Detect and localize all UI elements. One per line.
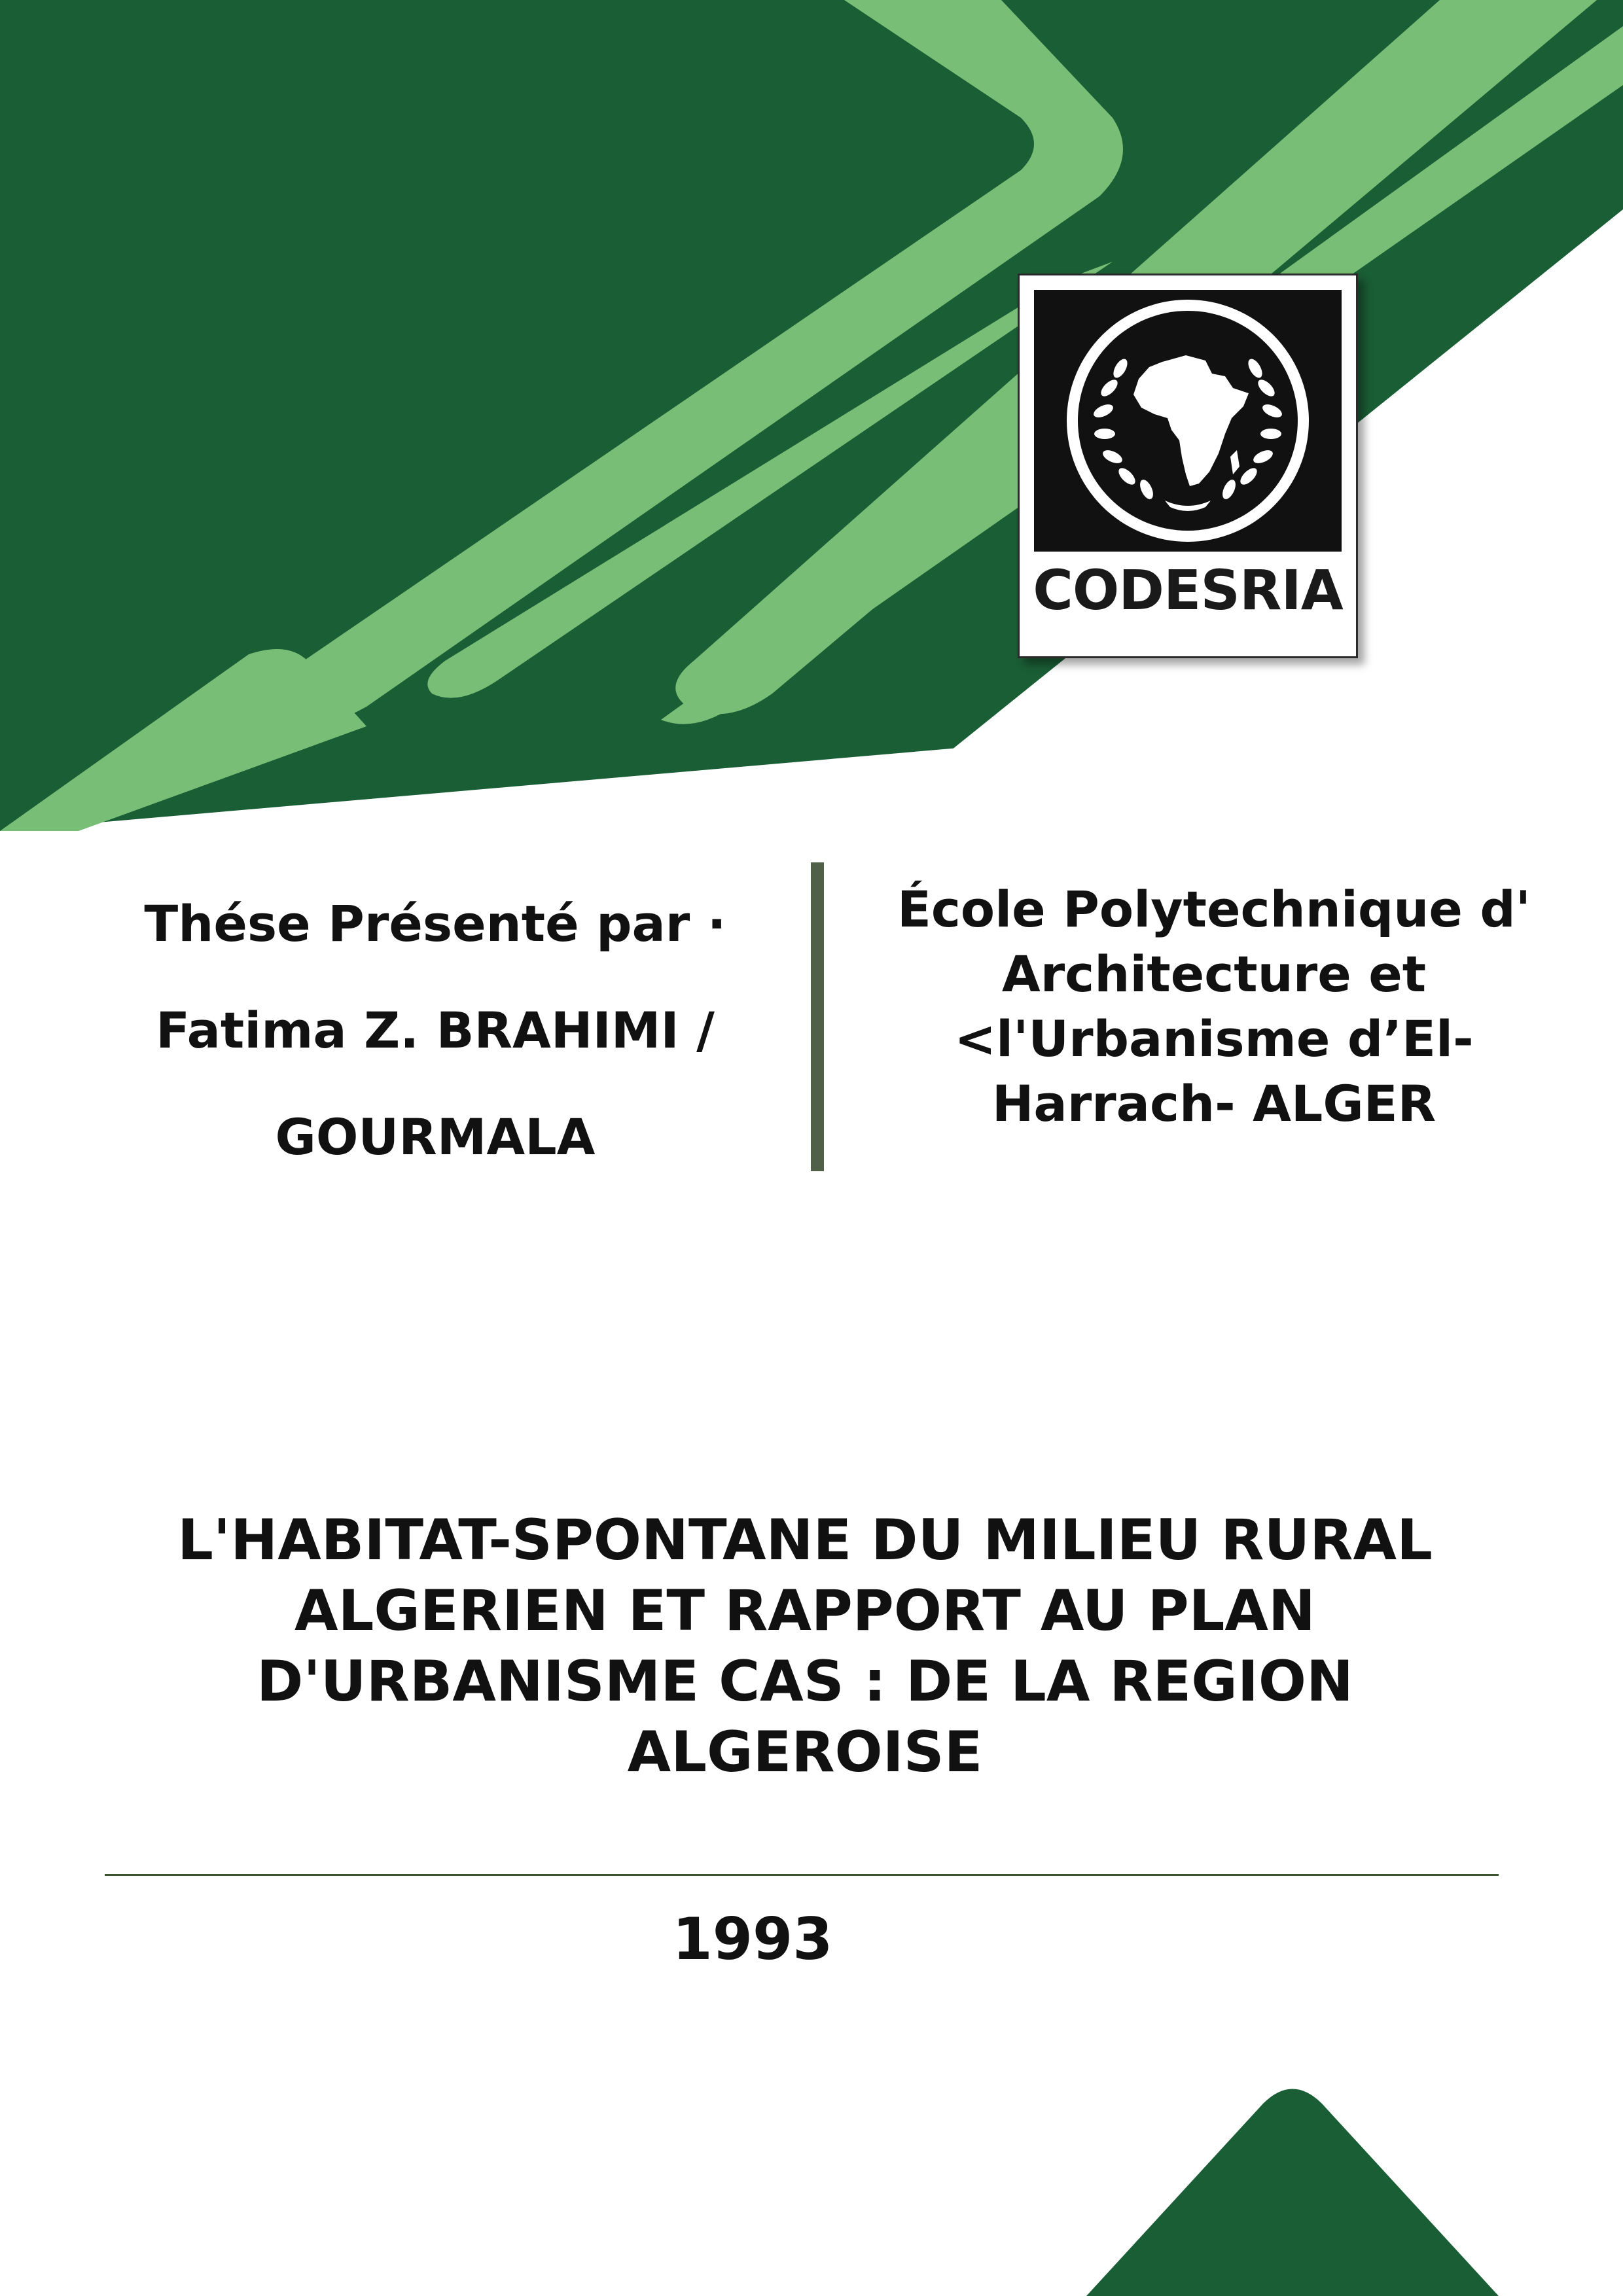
vertical-divider <box>811 862 824 1171</box>
institution-line: École Polytechnique d' <box>897 880 1531 938</box>
africa-map-wreath-icon <box>1034 290 1342 552</box>
thesis-title <box>85 1505 1525 1788</box>
dark-green-triangle <box>1086 2089 1499 2296</box>
author-name: Fatima Z. BRAHIMI / <box>156 1001 715 1059</box>
header-decoration <box>0 0 1623 831</box>
institution-block <box>851 877 1577 1136</box>
logo-wordmark: CODESRIA <box>1033 558 1343 622</box>
title-line: ALGEROISE <box>627 1720 983 1785</box>
author-name-continued: GOURMALA <box>275 1108 596 1166</box>
title-line: L'HABITAT-SPONTANE DU MILIEU RURAL <box>177 1508 1433 1573</box>
horizontal-rule <box>105 1874 1499 1876</box>
title-line: D'URBANISME CAS : DE LA REGION <box>257 1649 1353 1714</box>
institution-line: Harrach- ALGER <box>991 1074 1436 1133</box>
publication-year: 1993 <box>672 1905 833 1973</box>
presenter-block <box>98 870 772 1190</box>
presenter-label: Thése Présenté par · <box>144 894 726 953</box>
codesria-logo <box>1018 274 1358 658</box>
title-line: ALGERIEN ET RAPPORT AU PLAN <box>294 1578 1315 1644</box>
institution-line: Architecture et <box>1001 945 1427 1003</box>
institution-line: <l'Urbanisme d’El- <box>954 1010 1474 1068</box>
